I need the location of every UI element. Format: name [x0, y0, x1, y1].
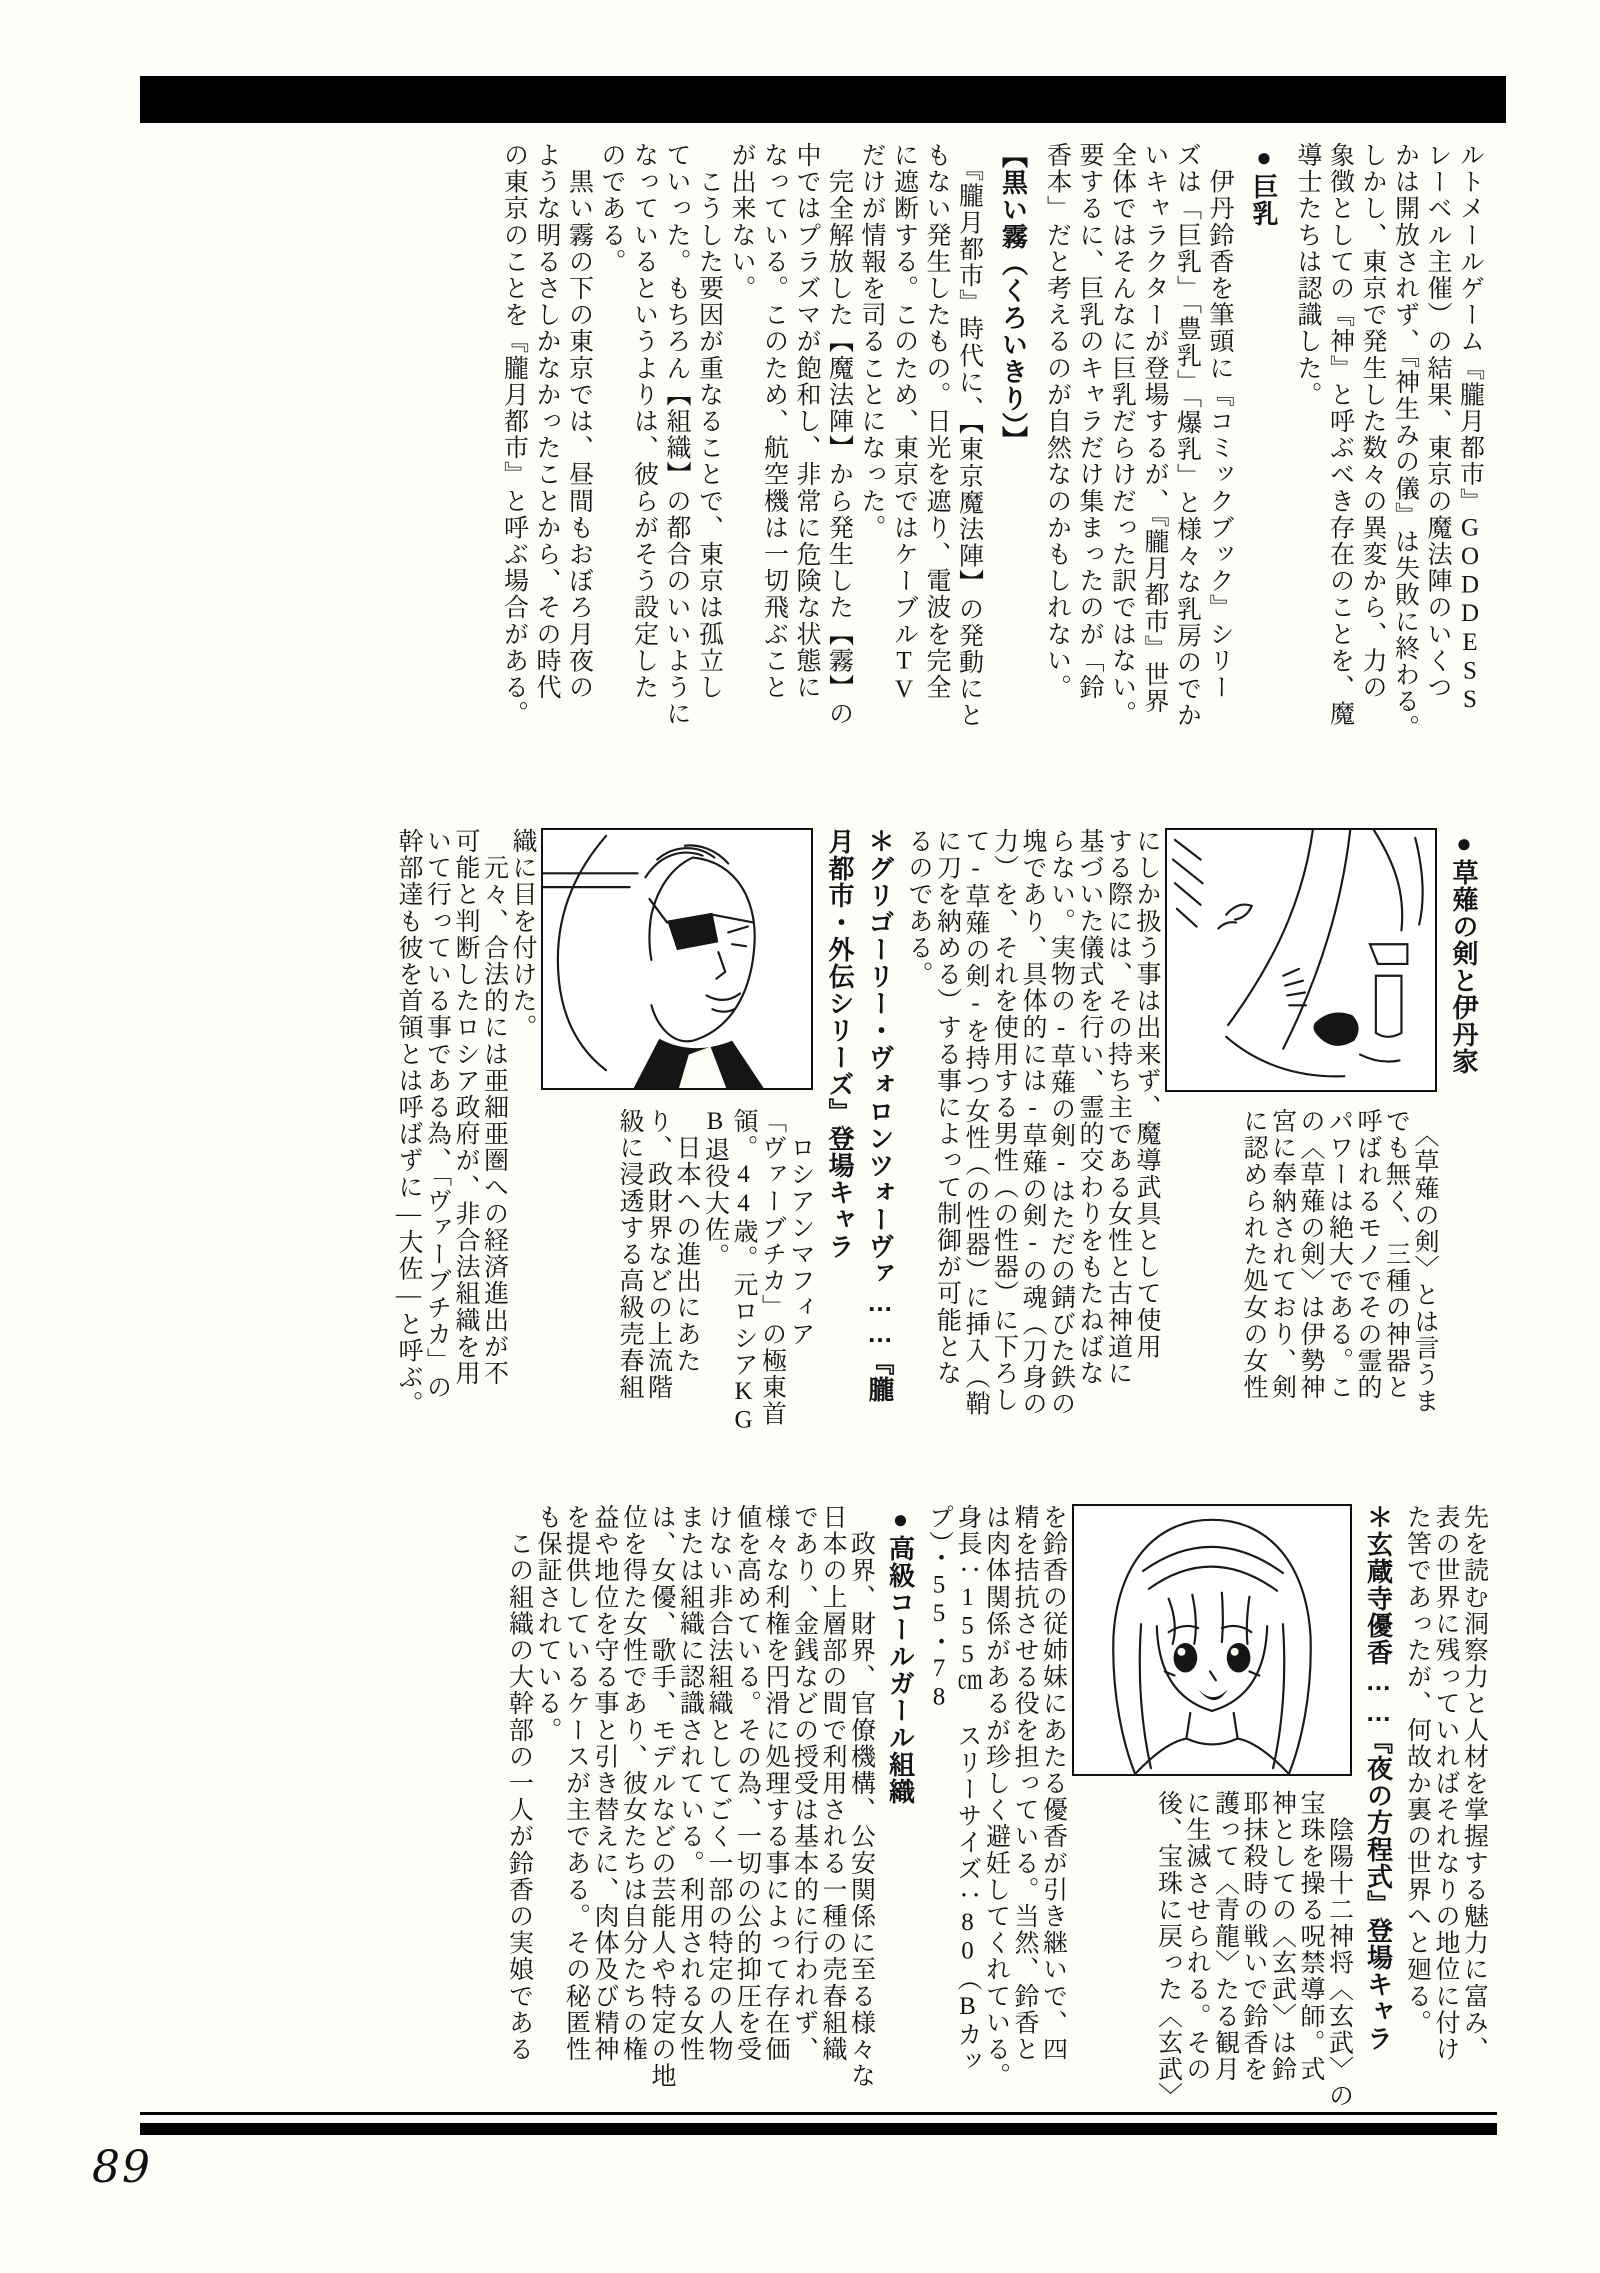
text-column: るのである。	[905, 828, 932, 988]
text-column: 様々な利権を円滑に処理する事によって存在価	[762, 1504, 789, 2063]
section-header-kusanagi: ●草薙の剣と伊丹家	[1449, 828, 1479, 1075]
text-column: パワーは絶大である。こ	[1325, 1108, 1353, 1401]
text-column: 神としての〈玄武〉は鈴	[1268, 1790, 1296, 2083]
text-column: ような明るさしかなかったことから、その時代	[533, 142, 560, 701]
manga-panel-drawing	[1167, 830, 1435, 1090]
yuka-portrait-illustration	[1072, 1504, 1352, 1776]
text-column: のである。	[598, 142, 625, 275]
text-column: 全体ではそんなに巨乳だらけだった訳ではない。	[1108, 142, 1136, 728]
section-header-kuroikiri: 【黒い霧（くろいきり）】	[998, 142, 1029, 453]
text-column: 益や地位を守る事と引き替えに、肉体及び精神	[591, 1504, 618, 2063]
text-column: て‐草薙の剣‐を持つ女性（の性器）に挿入（鞘	[962, 828, 989, 1418]
text-column: プ）・55・78	[925, 1504, 953, 1713]
text-column: も保証されている。	[534, 1504, 561, 1744]
text-column: けない非合法組織としてごく一部の特定の人物	[705, 1504, 732, 2063]
eyepatch-man-drawing	[543, 830, 811, 1088]
text-column: なっているというよりは、彼らがそう設定した	[630, 142, 658, 701]
text-column: レーベル主催）の結果、東京の魔法陣のいくつ	[1424, 142, 1451, 701]
text-column: は、女優、歌手、モデルなどの芸能人や特定の地	[648, 1504, 675, 2090]
text-column: ズは「巨乳」「豊乳」「爆乳」と様々な乳房のでか	[1173, 142, 1201, 729]
text-column: 政界、財界、官僚機構、公安関係に至る様々な	[847, 1504, 875, 2090]
kusanagi-figure-group	[1165, 828, 1437, 1422]
text-column: 塊であり、具体的には‐草薙の剣‐の魂（刀身の	[1019, 828, 1046, 1418]
text-column: に生滅させられる。その	[1183, 1790, 1210, 2083]
character-header-yuka: ＊玄蔵寺優香……『夜の方程式』登場キャラ	[1363, 1504, 1394, 2052]
text-column: ていった。もちろん【組織】の都合のいいように	[663, 142, 690, 728]
text-column: 日本の上層部の間で利用される一種の売春組織	[819, 1504, 846, 2063]
text-column: 「ヴァーブチカ」の極東首	[758, 1108, 786, 1428]
text-column: 領。44歳。元ロシアKG	[730, 1108, 757, 1436]
text-column: が出来ない。	[728, 142, 755, 302]
text-column: 精を拮抗させる役を担っている。当然、鈴香と	[1011, 1504, 1038, 2063]
text-column: 宝珠を操る呪禁導師。式	[1297, 1790, 1324, 2083]
text-column: 伊丹鈴香を筆頭に『コミックブック』シリー	[1206, 142, 1233, 701]
section-header-kyonyu: ●巨乳	[1249, 142, 1279, 227]
text-column: 後、宝珠に戻った〈玄武〉	[1154, 1790, 1182, 2110]
text-column: ロシアンマフィア	[787, 1108, 814, 1348]
text-column: 『朧月都市』時代に、【東京魔法陣】の発動にと	[955, 142, 983, 729]
page-number: 89	[92, 2142, 152, 2193]
text-column: 位を得た女性であり、彼女たちは自分たちの権	[619, 1504, 647, 2063]
text-column: 完全解放した【魔法陣】から発生した【霧】の	[825, 142, 853, 728]
text-column: に認められた処女の女性	[1240, 1108, 1267, 1401]
bottom-thick-rule	[140, 2123, 1497, 2135]
top-rule-bar	[140, 76, 1506, 123]
text-column: 可能と判断したロシア政府が、非合法組織を用	[452, 828, 479, 1387]
text-column: 護って〈青龍〉たる観月	[1211, 1790, 1239, 2083]
text-column: は肉体関係があるが珍しく避妊してくれている。	[982, 1504, 1010, 2090]
text-column: かは開放されず、『神生みの儀』は失敗に終わる。	[1391, 142, 1419, 742]
text-column: を提供しているケースが主である。その秘匿性	[562, 1504, 590, 2063]
text-column: を鈴香の従姉妹にあたる優香が引き継いで、四	[1039, 1504, 1067, 2063]
text-column: 象徴としての『神』と呼ぶべき存在のことを、魔	[1326, 142, 1354, 728]
text-column: 宮に奉納されており、剣	[1268, 1108, 1296, 1401]
text-column: この組織の大幹部の一人が鈴香の実娘である	[505, 1504, 533, 2063]
text-column: 中ではプラズマが飽和し、非常に危険な状態に	[793, 142, 820, 701]
text-column: 要するに、巨乳のキャラだけ集まったのが「鈴	[1076, 142, 1103, 701]
section-header-callgirl: ●高級コールガール組織	[885, 1504, 916, 1805]
text-column: た筈であったが、何故か裏の世界へと廻る。	[1403, 1504, 1431, 2036]
text-column: しかし、東京で発生した数々の異変から、力の	[1359, 142, 1386, 701]
band-middle	[393, 828, 1491, 1436]
text-column: もない発生したもの。日光を遮り、電波を完全	[923, 142, 950, 701]
text-column: または組織に認識されている。利用される女性	[676, 1504, 704, 2063]
text-column: 〈草薙の剣〉とは言うま	[1411, 1108, 1438, 1415]
grigory-figure-group	[541, 828, 814, 1436]
text-column: であり、金銭などの授受は基本的に行われず、	[790, 1504, 818, 2063]
text-column: 織に目を付けた。	[509, 828, 536, 1041]
text-column: B退役大佐。	[701, 1108, 729, 1270]
text-column: 幹部達も彼を首領とは呼ばずに―大佐―と呼ぶ。	[395, 828, 422, 1418]
text-column: 元々、合法的には亜細亜圏への経済進出が不	[480, 828, 508, 1387]
text-column: り、政財界などの上流階	[644, 1108, 672, 1401]
text-column: の東京のことを『朧月都市』と呼ぶ場合がある。	[500, 142, 528, 728]
character-header-grigory-1: ＊グリゴーリー・ヴォロンツォーヴァ……『朧	[865, 828, 895, 1403]
girl-portrait-drawing	[1074, 1506, 1350, 1774]
text-column: 日本への進出にあた	[673, 1108, 700, 1374]
text-column: に遮断する。このため、東京ではケーブルTV	[890, 142, 918, 705]
text-column: でも無く、三種の神器と	[1382, 1108, 1410, 1401]
kusanagi-panel-illustration	[1165, 828, 1437, 1092]
band-bottom	[503, 1504, 1490, 2114]
band-top	[494, 142, 1490, 756]
text-column: いて行っている事である為、「ヴァーブチカ」の	[423, 828, 451, 1401]
text-column: ルトメールゲーム『朧月都市』GODDESS	[1456, 142, 1484, 715]
text-column: 香本」だと考えるのが自然なのかもしれない。	[1043, 142, 1071, 701]
bottom-thin-rule	[140, 2112, 1497, 2115]
text-column: 力）を、それを使用する男性（の性器）に下ろし	[990, 828, 1018, 1414]
text-column: 呼ばれるモノでその霊的	[1354, 1108, 1381, 1401]
text-column: にしか扱う事は出来ず、魔導武具として使用	[1133, 828, 1160, 1360]
text-column: に刀を納める）する事によって制御が可能とな	[933, 828, 961, 1387]
text-column: こうした要因が重なることで、東京は孤立し	[695, 142, 723, 701]
text-column: 級に浸透する高級売春組	[616, 1108, 643, 1401]
text-column: 値を高めている。その為、一切の公的抑圧を受	[733, 1504, 761, 2063]
text-column: だけが情報を司ることになった。	[858, 142, 885, 541]
text-column: の〈草薙の剣〉は伊勢神	[1297, 1108, 1324, 1401]
text-column: 陰陽十二神将〈玄武〉の	[1325, 1790, 1353, 2110]
grigory-portrait-illustration	[541, 828, 813, 1090]
text-column: 先を読む洞察力と人材を掌握する魅力に富み、	[1460, 1504, 1488, 2063]
text-column: いキャラクターが登場するが、『朧月都市』世界	[1141, 142, 1168, 715]
text-column: 黒い霧の下の東京では、昼間もおぼろ月夜の	[565, 142, 593, 701]
text-column: らない。実物の‐草薙の剣‐はただの錆びた鉄の	[1047, 828, 1075, 1418]
text-column: 基づいた儀式を行い、霊的交わりをもたねばな	[1076, 828, 1103, 1387]
text-column: 導士たちは認識した。	[1294, 142, 1321, 408]
text-column: 耶抹殺時の戦いで鈴香を	[1240, 1790, 1267, 2083]
text-column: する際には、その持ち主である女性と古神道に	[1104, 828, 1132, 1387]
text-column: なっている。このため、航空機は一切飛ぶこと	[760, 142, 788, 701]
yuka-figure-group	[1072, 1504, 1352, 2114]
character-header-grigory-2: 月都市・外伝シリーズ』登場キャラ	[825, 828, 855, 1260]
text-column: 表の世界に残っていればそれなりの地位に付け	[1432, 1504, 1459, 2063]
text-column: 身長：155㎝ スリーサイズ：80（Bカッ	[954, 1504, 981, 2075]
